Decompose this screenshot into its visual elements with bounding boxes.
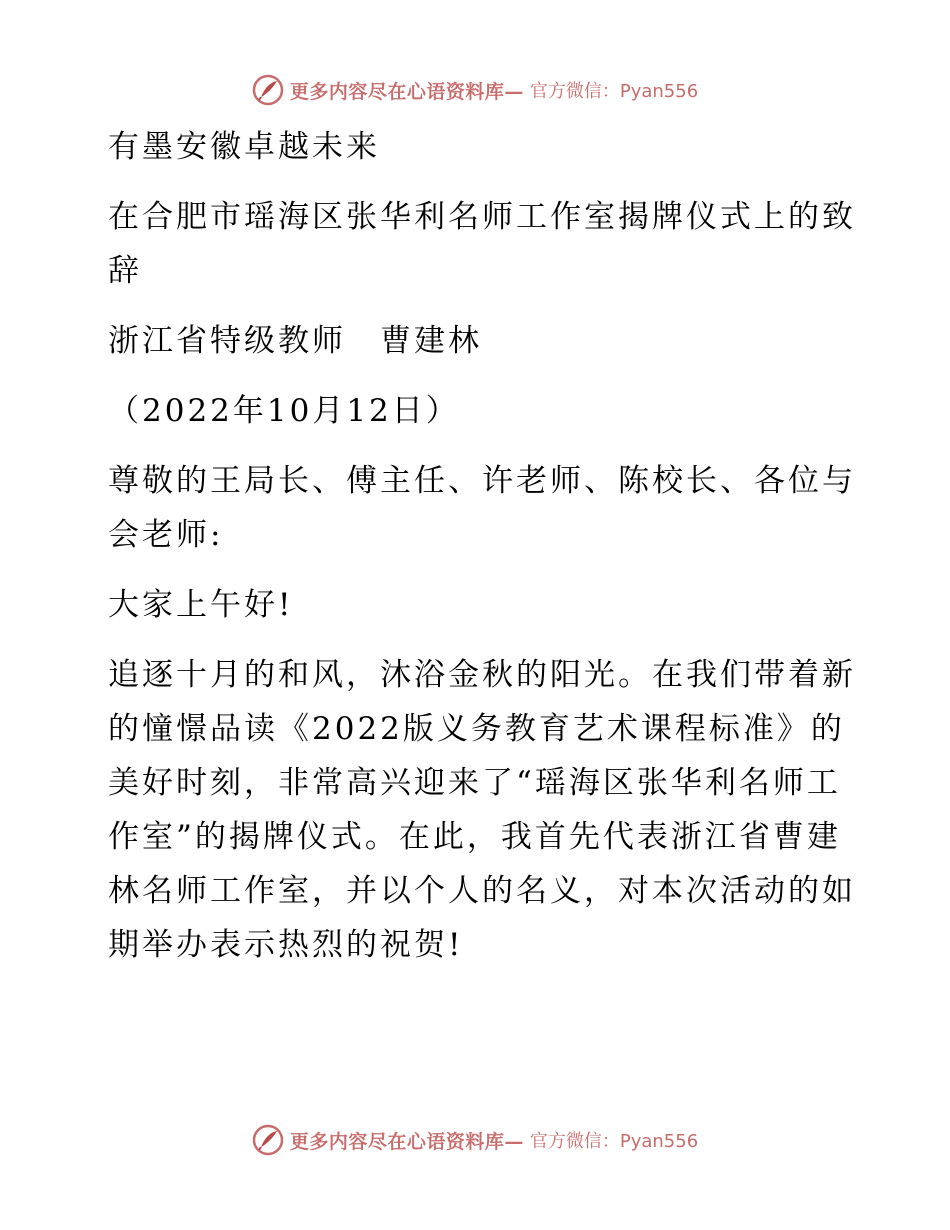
watermark-contact: 官方微信：Pyan556	[529, 81, 699, 102]
document-title: 有墨安徽卓越未来	[108, 129, 380, 165]
salutation: 尊敬的王局长、傅主任、许老师、陈校长、各位与会老师:	[108, 463, 856, 553]
watermark-contact: 官方微信：Pyan556	[529, 1131, 699, 1152]
greeting: 大家上午好!	[108, 587, 294, 623]
author-line: 浙江省特级教师 曹建林	[108, 323, 482, 359]
watermark-text: 更多内容尽在心语资料库—	[289, 1130, 524, 1153]
document-body	[98, 120, 858, 988]
body-paragraph: 追逐十月的和风，沐浴金秋的阳光。在我们带着新的憧憬品读《2022版义务教育艺术课程标准》的美好时刻，非常高兴迎来了“瑶海区张华利名师工作室”的揭牌仪式。在此，我首先代表浙江省曹建林名师工作室，并以个人的名义，对本次活动的如期举办表示热烈的祝贺!	[108, 657, 856, 963]
footer-watermark	[0, 1120, 950, 1160]
watermark-text: 更多内容尽在心语资料库—	[289, 80, 524, 103]
date-line: （2022年10月12日）	[108, 393, 460, 429]
header-watermark	[0, 70, 950, 110]
feather-pen-logo-icon	[252, 74, 284, 106]
feather-pen-logo-icon	[252, 1124, 284, 1156]
document-subtitle: 在合肥市瑶海区张华利名师工作室揭牌仪式上的致辞	[108, 199, 856, 289]
